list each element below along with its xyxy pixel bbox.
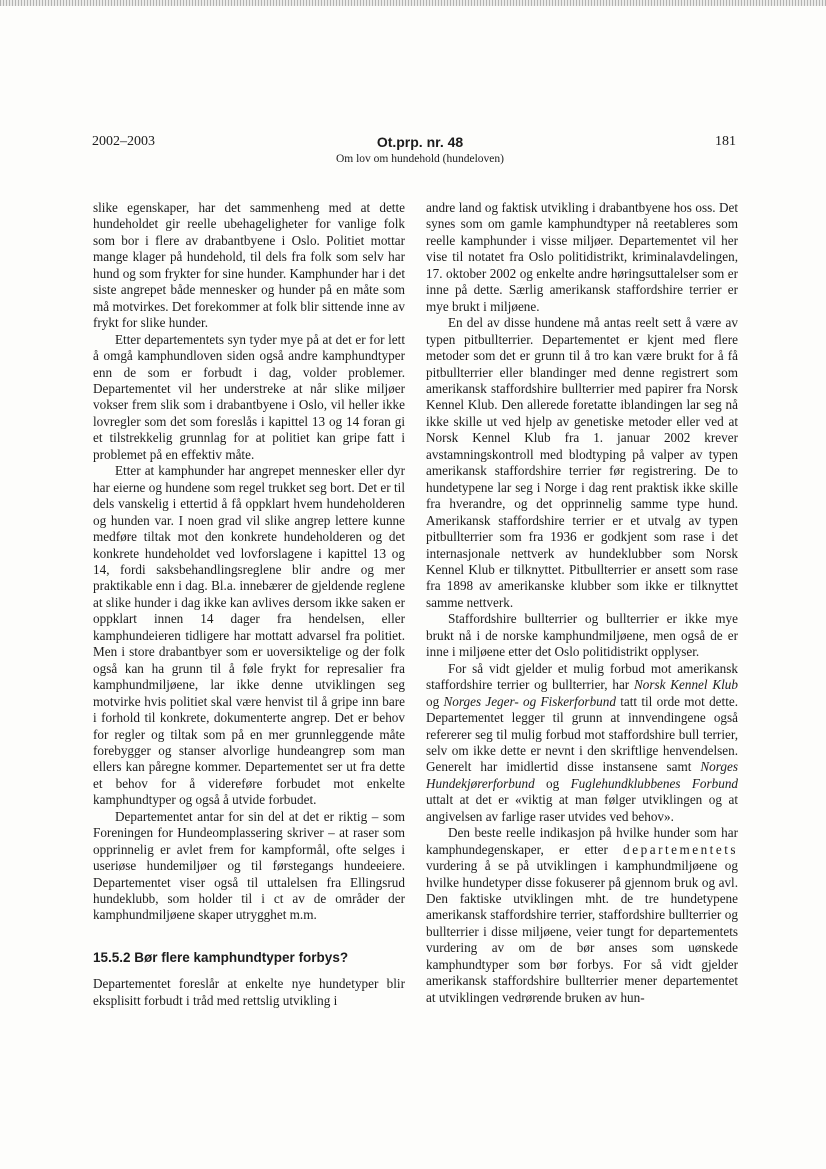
scan-noise-strip <box>0 0 826 6</box>
header-subtitle: Om lov om hundehold (hundeloven) <box>335 153 504 165</box>
text-run: og <box>534 775 571 791</box>
page-number: 181 <box>715 134 736 149</box>
right-paragraph-1: andre land og faktisk utvikling i drabantbyene hos oss. Det synes som om gamle kamphundtyper nå reetableres som reelle kamphunder i visse miljøer. Departementet vil her vise til notatet fra Oslo politidistrikt, kriminalavdelingen, 17. oktober 2002 og enkelte andre høringsuttalelser som er inne på dette. Særlig amerikansk staffordshire terrier er mye brukt i miljøene. <box>426 200 738 314</box>
text-run: tatt til orde mot dette. Departementet legger til grunn at innvendingene også refererer seg til mulig forbud mot staffordshire bull terrier, selv om ikke dette er nevnt i den skriftlige henvendelsen. Generelt har imidlertid disse instansene samt <box>426 693 739 775</box>
left-paragraph-2: Etter departementets syn tyder mye på at det er for lett å omgå kamphundloven siden også andre kamphundtyper enn de som er forbudt i dag, volder problemer. Departementet vil her understreke at når slike miljøer vokser frem slik som i drabantbyene i Oslo, vil heller ikke lovregler som det som foreslås i kapittel 13 og 14 foran gi et tilstrekkelig grunnlag for at politiet kan gripe fatt i problemet på en effektiv måte. <box>93 331 405 462</box>
header-year: 2002–2003 <box>92 134 155 149</box>
left-paragraph-3: Etter at kamphunder har angrepet mennesker eller dyr har eierne og hundene som regel trukket seg bort. Det er til dels vanskelig i ettertid å få oppklart hvem hundeholderen og hunden var. I noen grad vil slike angrep lettere kunne medføre tiltak mot den konkrete hundeholderen og det konkrete hundeholdet ved lovforslagene i kapittel 13 og 14, fordi saksbehandlingsreglene blir andre og mer praktikable enn i dag. Bl.a. innebærer de gjeldende reglene at slike hunder i dag ikke kan avlives dersom ikke saken er oppklart innen 14 dager fra hendelsen, eller kamphundeieren tidligere har mottatt advarsel fra politiet. Men i store drabantbyer som er uoversiktelige og der folk også kan ha grunn til å føle frykt for represalier fra kamphundmiljøene, lar ikke denne utviklingen seg motvirke hvis politiet skal være henvist til å gripe inn bare i forhold til konkrete, dokumenterte angrep. Det er behov for regler og tiltak som på en mer grunnleggende måte forebygger og stanser alvorlige hundeangrep som man ellers kan påregne kommer. Departementet ser ut fra dette et behov for å videreføre forbudet mot enkelte kamphundtyper og også å utvide forbudet. <box>93 463 405 808</box>
left-column <box>93 200 405 1009</box>
text-run: uttalt at det er «viktig at man følger utviklingen og at angivelsen av farlige raser utvides ved behov». <box>426 792 738 824</box>
right-paragraph-5 <box>426 825 738 1006</box>
left-paragraph-1: slike egenskaper, har det sammenheng med at dette hundeholdet gir reelle ubehageligheter for vanlige folk som bor i flere av drabantbyene i Oslo. Politiet mottar mange klager på hundehold, til dels fra folk som selv har hund og som frykter for sine hunder. Kamphunder har i det siste angrepet både mennesker og hunder på en måte som må motvirkes. Det forekommer at folk blir sittende inne av frykt for slike hunder. <box>93 200 405 331</box>
header-center <box>300 134 540 165</box>
right-paragraph-2: En del av disse hundene må antas reelt sett å være av typen pitbullterrier. Departementet er kjent med flere metoder som det er grunn til å tro kan være brukt for å få pitbullterrier eller blandinger med denne registrert som amerikansk staffordshire bullterrier med papirer fra Norsk Kennel Klub. Den allerede foretatte iblandingen lar seg nå ikke skille ut ved hjelp av genetiske metoder eller ved at Norsk Kennel Klub fra 1. januar 2002 krever avstamningskontroll med blodtyping på valper av typen amerikansk staffordshire terrier før registrering. De to hundetypene lar seg i Norge i dag rent praktisk ikke skille fra hverandre, og det opprinnelig samme type hund. Amerikansk staffordshire terrier er et utvalg av typen pitbullterrier som fra 1936 er godkjent som rase i det internasjonale nettverk av hundeklubber som Norsk Kennel Klub er tilknyttet. Pitbullterrier er ansett som rase fra 1898 av amerikanske klubber som ikke er tilknyttet samme nettverk. <box>426 315 738 610</box>
organization-name: Norges Jeger- og Fiskerforbund <box>443 693 616 709</box>
text-run: vurdering å se på utviklingen i kamphundmiljøene og hvilke hundetyper disse fokuserer på gjennom bruk og avl. Den faktiske utviklingen mht. de tre hundetypene amerikansk staffordshire terrier, staffordshire bullterrier og bullterrier i disse miljøene, veier tungt for departementets vurdering av om de bør anses som uønskede kamphundtyper som bør forbys. For så vidt gjelder amerikansk staffordshire bullterrier mener departementet at utviklingen vedrørende bruken av hun- <box>426 858 738 1005</box>
right-paragraph-4 <box>426 661 738 826</box>
text-run: Den beste reelle indikasjon på hvilke hunder som har kamphundegenskaper, er etter <box>426 825 738 857</box>
left-paragraph-4: Departementet antar for sin del at det er riktig – som Foreningen for Hundeomplassering skriver – at raser som opprinnelig er avlet frem for kampformål, ofte selges i useriøse hundemiljøer og til førstegangs hundeeiere. Departementet viser også til uttalelsen fra Ellingsrud hundeklubb, som holder til i ct av de områder der kamphundmiljøene skaper utrygghet m.m. <box>93 808 405 923</box>
spaced-emphasis: departementets <box>623 841 738 857</box>
text-run: og <box>426 693 444 709</box>
header-title: Ot.prp. nr. 48 <box>376 134 464 150</box>
organization-name: Norges Hundekjørerforbund <box>426 759 738 791</box>
text-run: For så vidt gjelder et mulig forbud mot amerikansk staffordshire terrier og bullterrier, har <box>426 660 738 693</box>
section-heading: 15.5.2 Bør flere kamphundtyper forbys? <box>93 949 349 965</box>
organization-name: Norsk Kennel Klub <box>633 677 738 693</box>
left-paragraph-5: Departementet foreslår at enkelte nye hundetyper blir eksplisitt forbudt i tråd med rettslig utvikling i <box>93 976 405 1008</box>
organization-name: Fuglehundklubbenes Forbund <box>570 775 739 791</box>
right-column <box>426 200 738 1006</box>
right-paragraph-3: Staffordshire bullterrier og bullterrier er ikke mye brukt nå i de norske kamphundmiljøene, men også de er inne i miljøene etter det Oslo politidistrikt opplyser. <box>426 611 738 660</box>
